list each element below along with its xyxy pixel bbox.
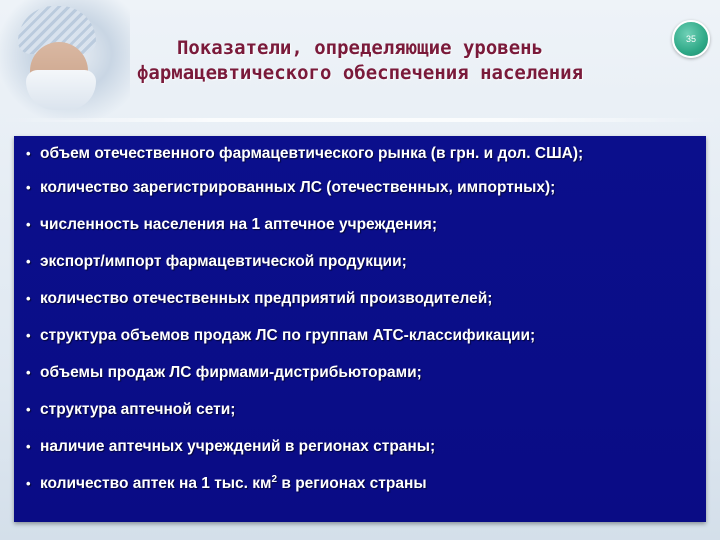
list-item-text-before: количество аптек на 1 тыс. км [40, 475, 272, 492]
list-item-text: численность населения на 1 аптечное учреждения; [40, 216, 437, 233]
content-panel [14, 136, 706, 522]
list-item-text-after: в регионах страны [277, 475, 427, 492]
slide-title [60, 36, 660, 86]
title-line-2: фармацевтического обеспечения населения [136, 62, 584, 84]
bullet-icon: • [26, 365, 31, 380]
bullet-icon: • [26, 402, 31, 417]
list-item [26, 252, 696, 272]
bullet-icon: • [26, 439, 31, 454]
list-item [26, 363, 696, 383]
list-item-text: структура аптечной сети; [40, 401, 236, 418]
list-item-text [40, 475, 427, 492]
bullet-icon: • [26, 180, 31, 195]
list-item-text: экспорт/импорт фармацевтической продукции; [40, 253, 407, 270]
list-item [26, 437, 696, 457]
list-item-text: структура объемов продаж ЛС по группам АТС-классификации; [40, 327, 536, 344]
list-item-text: количество зарегистрированных ЛС (отечественных, импортных); [40, 179, 556, 196]
list-item [26, 326, 696, 346]
list-item [26, 144, 696, 164]
list-item [26, 215, 696, 235]
list-item-text: количество отечественных предприятий производителей; [40, 290, 493, 307]
bullet-icon: • [26, 328, 31, 343]
header-divider [0, 118, 720, 122]
bullet-icon: • [26, 476, 31, 491]
list-item [26, 178, 696, 198]
title-line-1: Показатели, определяющие уровень [176, 37, 544, 59]
superscript: 2 [271, 474, 278, 485]
bullet-icon: • [26, 217, 31, 232]
bullet-icon: • [26, 291, 31, 306]
bullet-icon: • [26, 254, 31, 269]
list-item-text: объемы продаж ЛС фирмами-дистрибьюторами; [40, 364, 422, 381]
bullet-icon: • [26, 146, 31, 161]
list-item [26, 400, 696, 420]
slide-number-badge: 35 [672, 20, 710, 58]
indicator-list [26, 144, 696, 494]
list-item-text: наличие аптечных учреждений в регионах страны; [40, 438, 436, 455]
list-item [26, 474, 696, 494]
list-item-text: объем отечественного фармацевтического рынка (в грн. и дол. США); [40, 145, 584, 162]
list-item [26, 289, 696, 309]
